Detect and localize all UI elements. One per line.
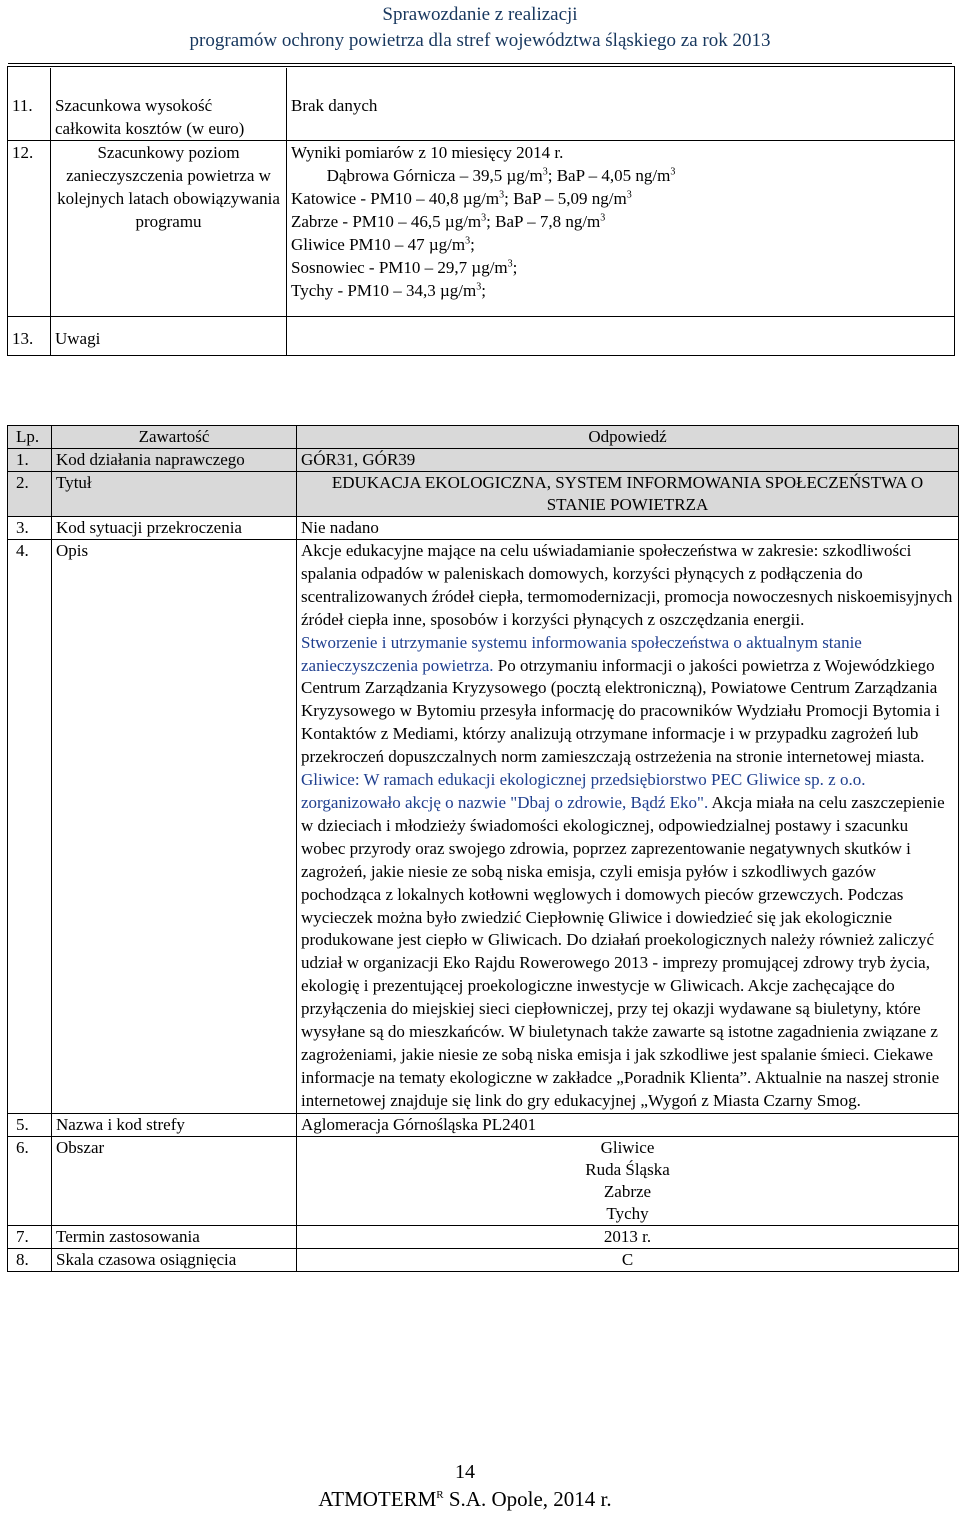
- page-number: 14: [455, 1461, 475, 1483]
- row-number: 3.: [8, 517, 52, 540]
- row-label: Termin zastosowania: [52, 1225, 297, 1248]
- row-label: Skala czasowa osiągnięcia: [52, 1248, 297, 1271]
- measurement-line: Dąbrowa Górnicza – 39,5 $\mu g/m^3$; BaP – 4,05 $ng/m^3$: [326, 166, 676, 185]
- row-value: [297, 1136, 959, 1225]
- row-value: [287, 141, 955, 317]
- row-value: EDUKACJA EKOLOGICZNA, SYSTEM INFORMOWANIA SPOŁECZEŃSTWA O STANIE POWIETRZA: [297, 472, 959, 517]
- measurement-intro: Wyniki pomiarów z 10 miesięcy 2014 r.: [291, 143, 564, 162]
- area-item: Zabrze: [603, 1181, 652, 1201]
- description-paragraph: Gliwice: W ramach edukacji ekologicznej przedsiębiorstwo PEC Gliwice sp. z o.o. zorganizowało akcję o nazwie "Dbaj o zdrowie, Bądź Eko". Akcja miała na celu zaszczepienie w dzieciach i młodzieży świadomości ekologicznej, odpowiedzialnej postawy i szacunku wobec przyrody oraz swojego zdrowia, poprzez zaprezentowanie negatywnych skutków i zagrożeń, jakie niesie ze sobą niska emisja, czyli emisja pyłów i szkodliwych gazów pochodząca z lokalnych kotłowni węglowych i domowych pieców grzewczych. Podczas wycieczek można było zwiedzić Ciepłownię Gliwice i dowiedzieć się jak ekologicznie produkowane jest ciepło w Gliwicach. Do działań proekologicznych należy również zaliczyć udział w organizacji Eko Rajdu Rowerowego 2013 - imprezy promującej zdrowy tryb życia, ekologię i prezentującej proekologiczne inwestycje w Gliwicach. Akcje zachęcające do przyłączenia do miejskiej sieci ciepłowniczej, przy tej okazji wydawane są biuletyny, które wysyłane są do mieszkańców. W biuletynach także zawarte są istotne zagadnienia związane z zagrożeniami, jakie niesie ze sobą niska emisja i jak szkodliwe jest spalanie śmieci. Ciekawe informacje na tematy ekologiczne w zakładce „Poradnik Klienta”. Aktualnie na naszej stronie internetowej znajduje się link do gry edukacyjnej „Wygoń z Miasta Czarny Smog.: [301, 770, 945, 1110]
- row-label: Opis: [52, 540, 297, 1114]
- row-number: 6.: [8, 1136, 52, 1225]
- header-lp: Lp.: [8, 426, 52, 449]
- report-header: [0, 2, 960, 54]
- row-label: Szacunkowy poziom zanieczyszczenia powietrza w kolejnych latach obowiązywania programu: [51, 141, 287, 317]
- row-label: Tytuł: [52, 472, 297, 517]
- header-title: Sprawozdanie z realizacji: [382, 4, 578, 25]
- table-row: [8, 68, 955, 141]
- measurement-line: Gliwice PM10 – 47 $\mu g/m^3$;: [291, 235, 475, 254]
- footer-company: $ATMOTERM^R$ S.A. Opole, 2014 r.: [318, 1487, 612, 1511]
- row-label: Obszar: [52, 1136, 297, 1225]
- row-number: 7.: [8, 1225, 52, 1248]
- table-row: [8, 1136, 959, 1225]
- row-label: Kod działania naprawczego: [52, 449, 297, 472]
- row-number: 5.: [8, 1113, 52, 1136]
- measurement-line: Sosnowiec - PM10 – 29,7 $\mu g/m^3$;: [291, 258, 518, 277]
- header-answer: Odpowiedź: [297, 426, 959, 449]
- row-number: 12.: [8, 141, 51, 317]
- row-value: 2013 r.: [297, 1225, 959, 1248]
- table-row: [8, 317, 955, 356]
- table-row: [8, 517, 959, 540]
- table-row: [8, 1113, 959, 1136]
- row-value: C: [297, 1248, 959, 1271]
- row-number: 13.: [8, 317, 51, 356]
- row-label: Nazwa i kod strefy: [52, 1113, 297, 1136]
- table-row: [8, 141, 955, 317]
- header-content: Zawartość: [52, 426, 297, 449]
- table-row: [8, 1225, 959, 1248]
- measurement-line: Katowice - PM10 – 40,8 $\mu g/m^3$; BaP – 5,09 $ng/m^3$: [291, 189, 632, 208]
- header-divider: [8, 63, 952, 64]
- row-value: [287, 317, 955, 356]
- row-value: GÓR31, GÓR39: [297, 449, 959, 472]
- row-value: Brak danych: [287, 68, 955, 141]
- table-header-row: [8, 426, 959, 449]
- table-row: [8, 472, 959, 517]
- row-number: 11.: [8, 68, 51, 141]
- table-row: [8, 540, 959, 1114]
- row-number: 4.: [8, 540, 52, 1114]
- row-value: [297, 540, 959, 1114]
- row-label: Uwagi: [51, 317, 287, 356]
- description-paragraph: Akcje edukacyjne mające na celu uświadamianie społeczeństwa w zakresie: szkodliwości spalania odpadów w paleniskach domowych, korzyści płynących z podłączenia do scentralizowanych źródeł ciepła, termomodernizacji, promocja nowoczesnych niskoemisyjnych źródeł ciepła inne, sposobów i korzyści płynących z oszczędzania energii.: [301, 541, 953, 629]
- row-number: 8.: [8, 1248, 52, 1271]
- table-row: [8, 449, 959, 472]
- area-item: Ruda Śląska: [585, 1159, 670, 1179]
- program-table: [7, 66, 955, 356]
- row-label: Kod sytuacji przekroczenia: [52, 517, 297, 540]
- row-label: Szacunkowa wysokość całkowita kosztów (w euro): [51, 68, 287, 141]
- row-number: 2.: [8, 472, 52, 517]
- header-subtitle: programów ochrony powietrza dla stref województwa śląskiego za rok 2013: [189, 30, 771, 51]
- description-paragraph: Stworzenie i utrzymanie systemu informowania społeczeństwa o aktualnym stanie zanieczyszczenia powietrza. Po otrzymaniu informacji o jakości powietrza z Wojewódzkiego Centrum Zarządzania Kryzysowego (pocztą elektroniczną), Powiatowe Centrum Zarządzania Kryzysowego w Bytomiu przesyła informację do pracowników Wydziału Promocji Bytomia i Kontaktów z Mediami, którzy analizują otrzymane informacje i w przypadku zagrożeń lub przekroczeń dopuszczalnych norm zamieszczają ostrzeżenia na stronie internetowej miasta.: [301, 632, 940, 767]
- registered-mark: R: [436, 1489, 444, 1501]
- row-value: Nie nadano: [297, 517, 959, 540]
- row-value: Aglomeracja Górnośląska PL2401: [297, 1113, 959, 1136]
- area-item: Gliwice: [600, 1137, 655, 1157]
- measurement-line: Zabrze - PM10 – 46,5 $\mu g/m^3$; BaP – 7,8 $ng/m^3$: [291, 212, 606, 231]
- table-row: [8, 1248, 959, 1271]
- measurement-line: Tychy - PM10 – 34,3 $\mu g/m^3$;: [291, 281, 486, 300]
- action-table: [7, 425, 959, 1272]
- area-item: Tychy: [606, 1203, 649, 1223]
- row-number: 1.: [8, 449, 52, 472]
